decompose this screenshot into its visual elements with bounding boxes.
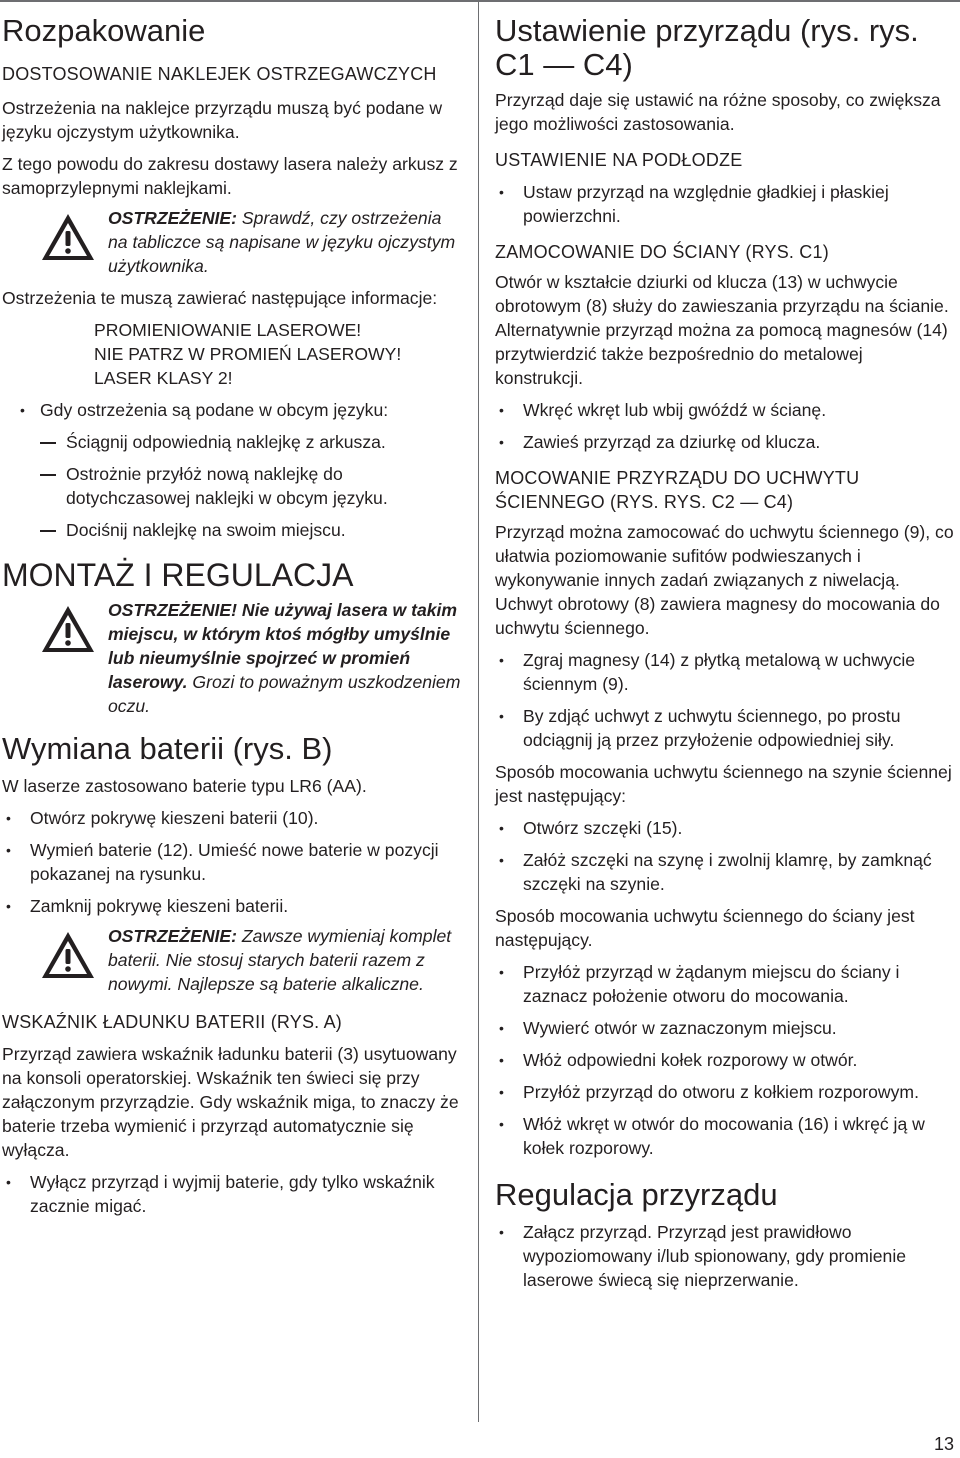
paragraph: Przyrząd można zamocować do uchwytu ściennego (9), co ułatwia poziomowanie sufitów podwieszanych i wykonywanie innych zadań związanych z niwelacją. Uchwyt obrotowy (8) zawiera magnesy do mocowania do uchwytu ściennego.	[495, 522, 954, 638]
warning-triangle-icon	[40, 212, 96, 262]
subheading-battery-indicator: WSKAŹNIK ŁADUNKU BATERII (RYS. A)	[2, 1012, 342, 1032]
adjust-steps	[495, 1220, 955, 1292]
paragraph: Ostrzeżenia na naklejce przyrządu muszą być podane w języku ojczystym użytkownika.	[2, 98, 443, 142]
list-item: Dociśnij naklejkę na swoim miejscu.	[2, 518, 464, 542]
section-title-adjustment: Regulacja przyrządu	[495, 1177, 778, 1212]
subheading-wall: ZAMOCOWANIE DO ŚCIANY (RYS. C1)	[495, 242, 829, 262]
list-item: • Załącz przyrząd. Przyrząd jest prawidłowo wypoziomowany i/lub spionowany, gdy promienie laserowe świecą się nieprzerwanie.	[495, 1220, 955, 1292]
bullet-list	[2, 1170, 464, 1218]
list-item: • Gdy ostrzeżenia są podane w obcym języku:	[2, 398, 464, 422]
list-item: • Załóż szczęki na szynę i zwolnij klamrę, by zamknąć szczęki na szynie.	[495, 848, 955, 896]
battery-steps	[2, 806, 464, 918]
label-line: PROMIENIOWANIE LASEROWE!	[94, 320, 362, 340]
list-item: • Otwórz pokrywę kieszeni baterii (10).	[2, 806, 464, 830]
subheading-wall-bracket: MOCOWANIE PRZYRZĄDU DO UCHWYTU ŚCIENNEGO (RYS. RYS. C2 — C4)	[495, 468, 860, 512]
section-title-unpacking: Rozpakowanie	[2, 13, 206, 48]
paragraph: Ostrzeżenia te muszą zawierać następujące informacje:	[2, 288, 438, 308]
warning-triangle-icon	[40, 930, 96, 980]
paragraph: Z tego powodu do zakresu dostawy lasera należy arkusz z samoprzylepnymi naklejkami.	[2, 154, 458, 198]
warning-label: OSTRZEŻENIE!	[108, 600, 238, 620]
section-title-setup: Ustawienie przyrządu (rys. rys. C1 — C4)	[495, 13, 919, 82]
subheading-floor: USTAWIENIE NA PODŁODZE	[495, 150, 743, 170]
warning-label: OSTRZEŻENIE:	[108, 208, 238, 228]
list-item: • Przyłóż przyrząd w żądanym miejscu do ściany i zaznacz położenie otworu do mocowania.	[495, 960, 955, 1008]
paragraph: Otwór w kształcie dziurki od klucza (13) w uchwycie obrotowym (8) służy do zawieszania przyrządu na ścianie. Alternatywnie przyrząd można za pomocą magnesów (14) przytwierdzić także bezpośrednio do metalowej konstrukcji.	[495, 272, 949, 388]
rail-steps	[495, 816, 955, 896]
mount-steps	[495, 648, 955, 752]
subheading-warning-labels: DOSTOSOWANIE NAKLEJEK OSTRZEGAWCZYCH	[2, 64, 437, 84]
paragraph: Przyrząd zawiera wskaźnik ładunku baterii (3) usytuowany na konsoli operatorskiej. Wskaźnik ten świeci się przy załączonym przyrządzie. Gdy wskaźnik miga, to znaczy że baterie trzeba wymienić i przyrząd automatycznie się wyłącza.	[2, 1044, 459, 1160]
wall-mount-steps	[495, 960, 955, 1160]
dash-list	[2, 430, 464, 542]
list-item: • Przyłóż przyrząd do otworu z kołkiem rozporowym.	[495, 1080, 955, 1104]
list-item: • Wywierć otwór w zaznaczonym miejscu.	[495, 1016, 955, 1040]
bullet-list	[495, 180, 955, 228]
label-line: LASER KLASY 2!	[94, 368, 233, 388]
list-item: • Otwórz szczęki (15).	[495, 816, 955, 840]
paragraph: Sposób mocowania uchwytu ściennego do ściany jest następujący.	[495, 906, 915, 950]
section-title-mounting: MONTAŻ I REGULACJA	[2, 557, 354, 593]
list-item: • Zawieś przyrząd za dziurkę od klucza.	[495, 430, 955, 454]
page-number: 13	[933, 1434, 954, 1454]
list-item: Ostrożnie przyłóż nową naklejkę do dotychczasowej naklejki w obcym języku.	[2, 462, 464, 510]
list-item: • Wyłącz przyrząd i wyjmij baterie, gdy tylko wskaźnik zacznie migać.	[2, 1170, 464, 1218]
paragraph: Sposób mocowania uchwytu ściennego na szynie ściennej jest następujący:	[495, 762, 952, 806]
list-item: • Wkręć wkręt lub wbij gwóźdź w ścianę.	[495, 398, 955, 422]
list-item: • By zdjąć uchwyt z uchwytu ściennego, po prostu odciągnij ją przez przyłożenie odpowiedniej siły.	[495, 704, 955, 752]
column-divider	[478, 0, 479, 1422]
top-rule	[0, 0, 960, 2]
list-item: • Wymień baterie (12). Umieść nowe baterie w pozycji pokazanej na rysunku.	[2, 838, 464, 886]
paragraph: W laserze zastosowano baterie typu LR6 (AA).	[2, 776, 367, 796]
list-item: • Włóż odpowiedni kołek rozporowy w otwór.	[495, 1048, 955, 1072]
warning-label: OSTRZEŻENIE:	[108, 926, 238, 946]
label-text-block	[2, 318, 464, 390]
warning-block	[2, 598, 464, 718]
warning-text: Grozi to poważnym uszkodzeniem oczu.	[108, 672, 461, 716]
section-title-battery: Wymiana baterii (rys. B)	[2, 731, 333, 766]
list-item: Ściągnij odpowiednią naklejkę z arkusza.	[2, 430, 464, 454]
list-item: • Zgraj magnesy (14) z płytką metalową w uchwycie ściennym (9).	[495, 648, 955, 696]
paragraph: Przyrząd daje się ustawić na różne sposoby, co zwiększa jego możliwości zastosowania.	[495, 90, 941, 134]
warning-block	[2, 924, 464, 996]
right-column	[495, 14, 955, 1292]
list-item: • Włóż wkręt w otwór do mocowania (16) i wkręć ją w kołek rozporowy.	[495, 1112, 955, 1160]
bullet-list	[2, 398, 464, 422]
list-item: • Ustaw przyrząd na względnie gładkiej i płaskiej powierzchni.	[495, 180, 955, 228]
wall-steps	[495, 398, 955, 454]
warning-bold-text: Nie używaj lasera w takim miejscu, w którym ktoś mógłby umyślnie lub nieumyślnie spojrzeć w promień laserowy.	[108, 600, 458, 692]
warning-block	[2, 206, 464, 278]
left-column	[2, 14, 464, 1218]
warning-text: Sprawdź, czy ostrzeżenia na tabliczce są napisane w języku ojczystym użytkownika.	[108, 208, 456, 276]
list-item: • Zamknij pokrywę kieszeni baterii.	[2, 894, 464, 918]
warning-triangle-icon	[40, 604, 96, 654]
warning-text: Zawsze wymieniaj komplet baterii. Nie stosuj starych baterii razem z nowymi. Najlepsze są baterie alkaliczne.	[108, 926, 452, 994]
label-line: NIE PATRZ W PROMIEŃ LASEROWY!	[94, 344, 402, 364]
